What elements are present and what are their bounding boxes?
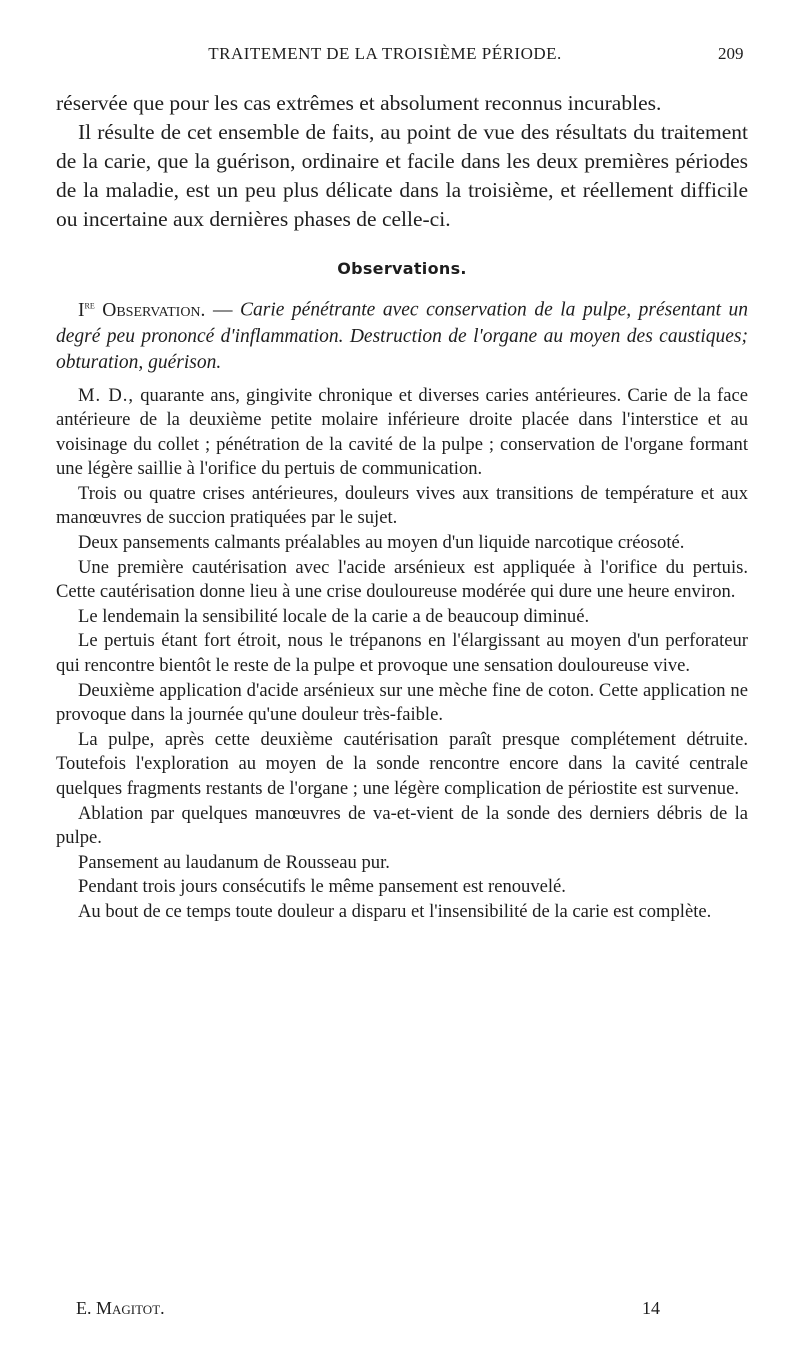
observation-number-sup: re: [84, 299, 95, 311]
observation-paragraph-5: Le lendemain la sensibilité locale de la carie a de beaucoup diminué.: [78, 605, 590, 627]
observation-paragraph-12: Au bout de ce temps toute douleur a disparu et l'insensibilité de la carie est complète.: [78, 900, 712, 922]
observation-number-word: Observation.: [102, 299, 206, 321]
observation-paragraph-10: Pansement au laudanum de Rousseau pur.: [78, 851, 390, 873]
signature-mark: 14: [642, 1298, 660, 1318]
observation-paragraph-6: Le pertuis étant fort étroit, nous le trépanons en l'élargissant au moyen d'un perforateur qui rencontre bientôt le reste de la pulpe et provoque une sensation douloureuse vive.: [56, 630, 748, 677]
observation-paragraph-4: Une première cautérisation avec l'acide arsénieux est appliquée à l'orifice du pertuis. Cette cautérisation donne lieu à une crise douloureuse modérée qui dure une heure environ.: [56, 556, 748, 603]
observation-paragraph-3: Deux pansements calmants préalables au moyen d'un liquide narcotique créosoté.: [78, 532, 685, 554]
intro-paragraph-conclusion: Il résulte de cet ensemble de faits, au point de vue des résultats du traitement de la carie, que la guérison, ordinaire et facile dans les deux premières périodes de la maladie, est un peu plus délicate dans la troisième, et réellement difficile ou incertaine aux dernières phases de celle-ci.: [56, 120, 748, 231]
observation-paragraph-1: [56, 384, 748, 482]
page-footer: [76, 1298, 676, 1319]
observation-number: [78, 300, 205, 321]
observation-number-main: I: [78, 299, 85, 321]
observation-paragraph-8: La pulpe, après cette deuxième cautérisation paraît presque complétement détruite. Toutefois l'exploration au moyen de la sonde rencontre encore dans la cavité centrale quelques fragments restants de l'organe ; une légère complication de périostite est survenue.: [56, 728, 748, 799]
body-text: [56, 89, 748, 925]
observation-title: [56, 292, 748, 376]
running-head-title: TRAITEMENT DE LA TROISIÈME PÉRIODE.: [208, 44, 562, 63]
observation-paragraph-9: Ablation par quelques manœuvres de va-et-vient de la sonde des derniers débris de la pulpe.: [56, 802, 748, 849]
observation-paragraph-1-text: quarante ans, gingivite chronique et diverses caries antérieures. Carie de la face antérieure de la deuxième petite molaire inférieure droite placée dans l'interstice et au voisinage du collet ; pénétration de la cavité de la pulpe ; conservation de l'organe formant une légère saillie à l'orifice du pertuis de communication.: [56, 384, 748, 480]
observation-paragraph-7: Deuxième application d'acide arsénieux sur une mèche fine de coton. Cette application ne provoque dans la journée qu'une douleur très-faible.: [56, 679, 748, 726]
observation-description: Carie pénétrante avec conservation de la pulpe, présentant un degré peu prononcé d'inflammation. Destruction de l'organe au moyen des caustiques; obturation, guérison.: [56, 299, 749, 373]
observation-dash: —: [205, 299, 240, 321]
observation-paragraph-11: Pendant trois jours consécutifs le même pansement est renouvelé.: [78, 876, 566, 898]
page-number: 209: [718, 44, 744, 63]
observation-paragraph-2: Trois ou quatre crises antérieures, douleurs vives aux transitions de température et aux manœuvres de succion pratiquées par le sujet.: [56, 482, 748, 529]
patient-initials: M. D.,: [78, 384, 135, 406]
footer-author: E. Magitot.: [76, 1298, 165, 1318]
intro-paragraph-continuation: réservée que pour les cas extrêmes et absolument reconnus incurables.: [56, 91, 662, 115]
section-heading-observations: Observations.: [337, 259, 467, 278]
